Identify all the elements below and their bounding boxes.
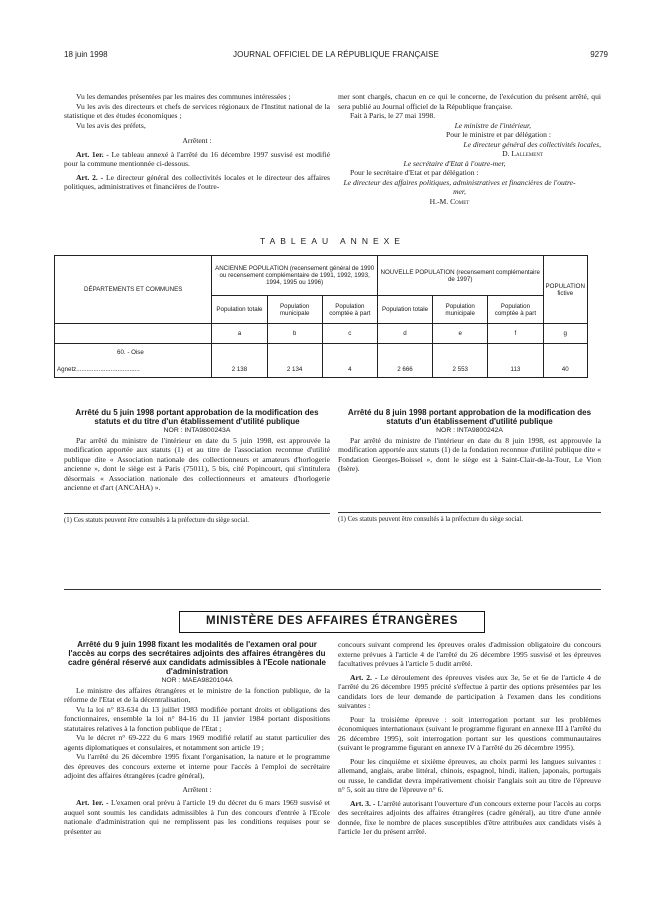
arrete-heading: Arrêtent : xyxy=(182,784,212,794)
section-divider xyxy=(64,589,601,590)
article-label: Art. 1er. - xyxy=(76,798,109,807)
continuation-paragraph: concours suivant comprend les épreuves orales d'admission obligatoire du concours externe prévues à l'article 4 de l'arrêté du 26 décembre 1995 susvisé et les épreuves facultatives prévues à l'article 5 dudit arrêté. xyxy=(338,640,601,668)
letter-cell: d xyxy=(377,324,432,344)
empty-cell xyxy=(543,344,588,362)
empty-cell xyxy=(267,344,322,362)
article-text: Le déroulement des épreuves visées aux 3e, 5e et 6e de l'article 4 de l'arrêté du 26 décembre 1995 précité s'effectue à partir des options présentées par les candidats lors de leur demande de participation à l'examen dans les conditions suivantes : xyxy=(338,672,601,710)
signature-line: Pour le ministre et par délégation : xyxy=(445,130,551,139)
article-text: L'examen oral prévu à l'article 19 du décret du 6 mars 1969 susvisé et auquel sont soumis les candidats admissibles à l'un des concours d'entrée à l'Ecole nationale d'administration qui ne remplissent pas les conditions requises pour se présenter au xyxy=(64,798,330,836)
value-cell: 2 134 xyxy=(267,362,322,378)
article-paragraph xyxy=(338,673,601,711)
letter-cell xyxy=(55,324,212,344)
visa-paragraph: Vu la loi n° 83-634 du 13 juillet 1983 modifiée portant droits et obligations des fonctionnaires, ensemble la loi n° 84-16 du 11 janvier 1984 portant dispositions statutaires relatives à la fonction publique de l'Etat ; xyxy=(64,704,330,733)
article-title: Arrêté du 9 juin 1998 fixant les modalités de l'examen oral pour l'accès au corps des secrétaires adjoints des affaires étrangères du cadre général réservé aux candidats admissibles à l'Ecole nationale d'administration xyxy=(67,640,327,676)
empty-cell xyxy=(322,344,377,362)
commune-name: Agnetz xyxy=(57,365,77,373)
column-group-nouvelle: NOUVELLE POPULATION (recensement complémentaire de 1997) xyxy=(377,256,543,296)
top-left-column xyxy=(64,92,330,192)
letter-cell: b xyxy=(267,324,322,344)
letter-cell: g xyxy=(543,324,588,344)
nor-reference: NOR : INTA9800242A xyxy=(436,427,503,434)
sub-header: Population totale xyxy=(377,296,432,324)
fait-line: Fait à Paris, le 27 mai 1998. xyxy=(350,111,436,120)
ministry-heading: MINISTÈRE DES AFFAIRES ÉTRANGÈRES xyxy=(179,611,485,633)
footnote: (1) Ces statuts peuvent être consultés à la préfecture du siège social. xyxy=(64,513,330,525)
department-name: 60. - Oise xyxy=(117,349,144,357)
empty-cell xyxy=(212,344,267,362)
article-paragraph xyxy=(64,150,330,169)
article-title: Arrêté du 5 juin 1998 portant approbation de la modification des statuts et du titre d'un établissement d'utilité publique xyxy=(75,408,319,426)
sub-header: Population municipale xyxy=(433,296,488,324)
value-cell: 2 553 xyxy=(433,362,488,378)
article-paragraph xyxy=(64,173,330,192)
department-cell xyxy=(55,344,212,362)
visa-paragraph: Vu le décret n° 69-222 du 6 mars 1969 modifié relatif au statut particulier des agents diplomatiques et consulaires, et notamment son article 19 ; xyxy=(64,733,330,752)
signature-name: H.-M. Comet xyxy=(429,196,470,206)
value-cell: 2 666 xyxy=(377,362,432,378)
article-text: Le directeur général des collectivités locales et le directeur des affaires politiques, administratives et financières de l'outre- xyxy=(64,172,330,191)
sub-header: Population municipale xyxy=(267,296,322,324)
table-row xyxy=(55,362,588,378)
visa-paragraph: Vu l'arrêté du 26 décembre 1995 fixant l'organisation, la nature et le programme des épreuves des concours externe et interne pour l'accès à l'emploi de secrétaire adjoint des affaires étrangères (cadre général), xyxy=(64,752,330,780)
visa-paragraph: Vu les demandes présentées par les maires des communes intéressées ; xyxy=(76,92,291,101)
header-date: 18 juin 1998 xyxy=(64,50,108,59)
column-header-fictive: POPULATION fictive xyxy=(543,256,588,324)
body-paragraph: Pour les cinquième et sixième épreuves, au choix parmi les langues suivantes : allemand, anglais, arabe littéral, chinois, espagnol, hindi, italien, japonais, portugais ou russe, le candidat devra impérativement choisir l'anglais soit au titre de l'épreuve n° 5, soit au titre de l'épreuve n° 6. xyxy=(338,756,601,794)
empty-cell xyxy=(377,344,432,362)
signature-line: Pour le secrétaire d'Etat et par délégation : xyxy=(350,168,479,177)
article-body: Par arrêté du ministre de l'intérieur en date du 8 juin 1998, est approuvée la modification apportée aux statuts (1) de la fondation reconnue d'utilité publique dite « Fondation Georges-Boissel », dont le siège est à Saint-Clair-de-la-Tour, Le Vion (Isère). xyxy=(338,435,601,473)
letter-cell: f xyxy=(488,324,543,344)
article-label: Art. 2. - xyxy=(350,672,378,682)
footnote: (1) Ces statuts peuvent être consultés à la préfecture du siège social. xyxy=(338,512,601,524)
preamble-paragraph: Le ministre des affaires étrangères et le ministre de la fonction publique, de la réforme de l'Etat et de la décentralisation, xyxy=(64,685,330,704)
article-title: Arrêté du 8 juin 1998 portant approbation de la modification des statuts d'un établissement d'utilité publique xyxy=(347,408,592,426)
value-cell: 113 xyxy=(488,362,543,378)
empty-cell xyxy=(433,344,488,362)
continuation-paragraph: mer sont chargés, chacun en ce qui le concerne, de l'exécution du présent arrêté, qui sera publié au Journal officiel de la République française. xyxy=(338,92,601,111)
sub-header: Population comptée à part xyxy=(322,296,377,324)
mid-left-article xyxy=(64,408,330,525)
bottom-right-column xyxy=(338,640,601,837)
article-text: L'arrêté autorisant l'ouverture d'un concours externe pour l'accès au corps des secrétaires adjoints des affaires étrangères (cadre général), au titre d'une année donnée, fixe le nombre de places susceptibles d'être attribuées aux candidats visés à l'article 1er du présent arrêté. xyxy=(338,798,601,836)
table-title: TABLEAU ANNEXE xyxy=(260,236,405,246)
article-label: Art. 3. - xyxy=(350,798,376,808)
mid-right-article xyxy=(338,408,601,524)
commune-cell: Agnetz..................................... xyxy=(55,362,212,378)
letter-cell: e xyxy=(433,324,488,344)
nor-reference: NOR : INTA9800243A xyxy=(163,427,231,434)
article-body: Par arrêté du ministre de l'intérieur en date du 5 juin 1998, est approuvée la modification apportée aux statuts (1) et au titre de l'association reconnue d'utilité publique dite « Association nationale des collectionneurs et amateurs d'horlogerie ancienne », dont le siège est à Paris (75011), 5 bis, cité Popincourt, qui s'intitulera désormais « Association nationale des collectionneurs et amateurs d'horlogerie ancienne et d'art (ANCAHA) ». xyxy=(64,435,330,492)
body-paragraph: Pour la troisième épreuve : soit interrogation portant sur les problèmes économiques internationaux (suivant le programme figurant en annexe III à l'arrêté du 26 décembre 1995), soit interrogation portant sur les questions communautaires (suivant le programme figurant en annexe IV à l'arrêté du 26 décembre 1995). xyxy=(338,714,601,752)
top-right-column xyxy=(338,92,601,206)
article-label: Art. 2. - xyxy=(76,172,104,182)
annex-table xyxy=(54,255,588,378)
sub-header: Population totale xyxy=(212,296,267,324)
nor-reference: NOR : MAEA9820104A xyxy=(161,677,233,684)
article-paragraph xyxy=(338,799,601,837)
bottom-left-column xyxy=(64,640,330,836)
value-cell: 40 xyxy=(543,362,588,378)
signature-line: Le ministre de l'intérieur, xyxy=(454,120,531,130)
sub-header: Population comptée à part xyxy=(488,296,543,324)
article-paragraph xyxy=(64,798,330,836)
value-cell: 2 138 xyxy=(212,362,267,378)
column-group-ancienne: ANCIENNE POPULATION (recensement général de 1990 ou recensement complémentaire de 1991, 1992, 1993, 1994, 1995 ou 1996) xyxy=(212,256,378,296)
value-cell: 4 xyxy=(322,362,377,378)
article-label: Art. 1er. - xyxy=(76,149,109,159)
header-journal-title: JOURNAL OFFICIEL DE LA RÉPUBLIQUE FRANÇAISE xyxy=(233,50,439,59)
article-text: Le tableau annexé à l'arrêté du 16 décembre 1997 susvisé est modifié pour la commune mentionnée ci-dessous. xyxy=(64,149,330,168)
letter-cell: c xyxy=(322,324,377,344)
signature-line: Le secrétaire d'Etat à l'outre-mer, xyxy=(403,158,506,168)
signature-line: Le directeur général des collectivités locales, xyxy=(463,139,601,149)
empty-cell xyxy=(488,344,543,362)
column-header-departements: DÉPARTEMENTS ET COMMUNES xyxy=(55,256,212,324)
visa-paragraph: Vu les avis des directeurs et chefs de services régionaux de l'Institut national de la statistique et des études économiques ; xyxy=(64,101,330,120)
running-header xyxy=(64,50,608,64)
arrete-heading: Arrêtent : xyxy=(182,136,212,145)
signature-name: D. Lallement xyxy=(502,149,543,158)
signature-line: Le directeur des affaires politiques, administratives et financières de l'outre-mer, xyxy=(343,177,576,196)
letter-cell: a xyxy=(212,324,267,344)
header-page-number: 9279 xyxy=(590,50,608,59)
visa-paragraph: Vu les avis des préfets, xyxy=(76,120,146,130)
